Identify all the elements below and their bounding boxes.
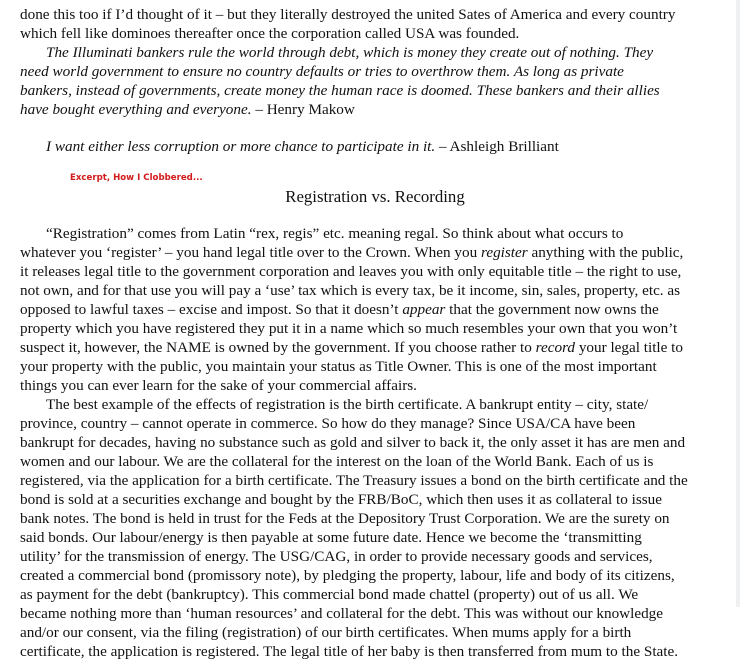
body-text-line: as payment for the debt (bankruptcy). This commercial bond made chattel (property) out of us all. We (20, 586, 639, 603)
body-text-line: not own, and for that use you will pay a ‘use’ tax which is every tax, be it income, sin, sales, property, etc. as (20, 282, 681, 299)
body-text-line: it releases legal title to the government corporation and leaves you with only equitable title – the right to use, (20, 263, 682, 280)
body-text-line: said bonds. Our labour/energy is then payable at some future date. Hence we become the ‘transmitting (20, 529, 642, 546)
quote-text: I want either less corruption or more chance to participate in it. (46, 138, 436, 155)
emphasis: register (480, 244, 528, 261)
body-text-line: your property with the public, you maintain your status as Title Owner. This is one of the most important (20, 358, 657, 375)
body-text-line: things you can ever learn for the sake of your commercial affairs. (20, 377, 417, 394)
body-text-line: bank notes. The bond is held in trust for the Feds at the Depository Trust Corporation. We are the surety on (20, 510, 670, 527)
body-text-line: The best example of the effects of registration is the birth certificate. A bankrupt entity – city, state/ (46, 396, 649, 413)
quote-line: need world government to ensure no country defaults or tries to overthrow them. As long as private (20, 63, 624, 80)
body-text-line: “Registration” comes from Latin “rex, regis” etc. meaning regal. So think about what occurs to (46, 225, 624, 242)
body-text-line: bond is sold at a securities exchange and bought by the FRB/BoC, which then uses it as collateral to issue (20, 491, 662, 508)
body-text-line: property which you have registered they put it in a name which so much resembles your own that you won’t (20, 320, 678, 337)
quote-line: The Illuminati bankers rule the world through debt, which is money they create out of nothing. They (46, 44, 654, 61)
section-heading: Registration vs. Recording (285, 187, 465, 206)
body-text-line: opposed to lawful taxes – excise and impost. So that it doesn’t appear that the government now owns the (20, 301, 659, 318)
body-text-line: done this too if I’d thought of it – but they literally destroyed the united Sates of America and every country (20, 6, 676, 23)
quote-text: have bought everything and everyone. (20, 101, 252, 118)
quote-attribution: – Henry Makow (251, 101, 355, 118)
body-text-line: registered, via the application for a birth certificate. The Treasury issues a bond on the birth certificate and the (20, 472, 688, 489)
scrollbar-edge (736, 0, 740, 607)
body-text-line: and/or our consent, via the filing (registration) of our birth certificates. When mums apply for a birth (20, 624, 632, 641)
body-text-line: which fell like dominoes thereafter once the corporation called USA was founded. (20, 25, 520, 42)
body-text-line: became nothing more than ‘human resources’ and collateral for the debt. This was without our knowledge (20, 605, 664, 622)
body-text-line: bankrupt for decades, having no substance such as gold and silver to back it, the only asset it has are men and (20, 434, 686, 451)
body-text-line: province, country – cannot operate in commerce. So how do they manage? Since USA/CA have been (20, 415, 636, 432)
excerpt-label: Excerpt, How I Clobbered... (70, 173, 203, 183)
emphasis: record (535, 339, 576, 356)
quote-line (20, 100, 355, 119)
body-text-line: utility’ for the transmission of energy. The USG/CAG, in order to provide necessary goods and services, (20, 548, 653, 565)
body-text-line: whatever you ‘register’ – you hand legal title over to the Crown. When you register anything with the public, (20, 244, 684, 261)
body-text-line: suspect it, however, the NAME is owned by the government. If you choose rather to record your legal title to (20, 339, 683, 356)
emphasis: appear (402, 301, 446, 318)
body-text-line: certificate, the application is registered. The legal title of her baby is then transferred from mum to the State. (20, 643, 679, 660)
quote-attribution: – Ashleigh Brilliant (435, 138, 559, 155)
body-text-line: created a commercial bond (promissory note), by pledging the property, labour, life and body of its citizens, (20, 567, 675, 584)
quote-line: bankers, instead of governments, create money the human race is doomed. These bankers and their allies (20, 82, 660, 99)
body-text-line: women and our labour. We are the collateral for the interest on the loan of the World Bank. Each of us is (20, 453, 654, 470)
quote-block-brilliant (46, 137, 559, 156)
